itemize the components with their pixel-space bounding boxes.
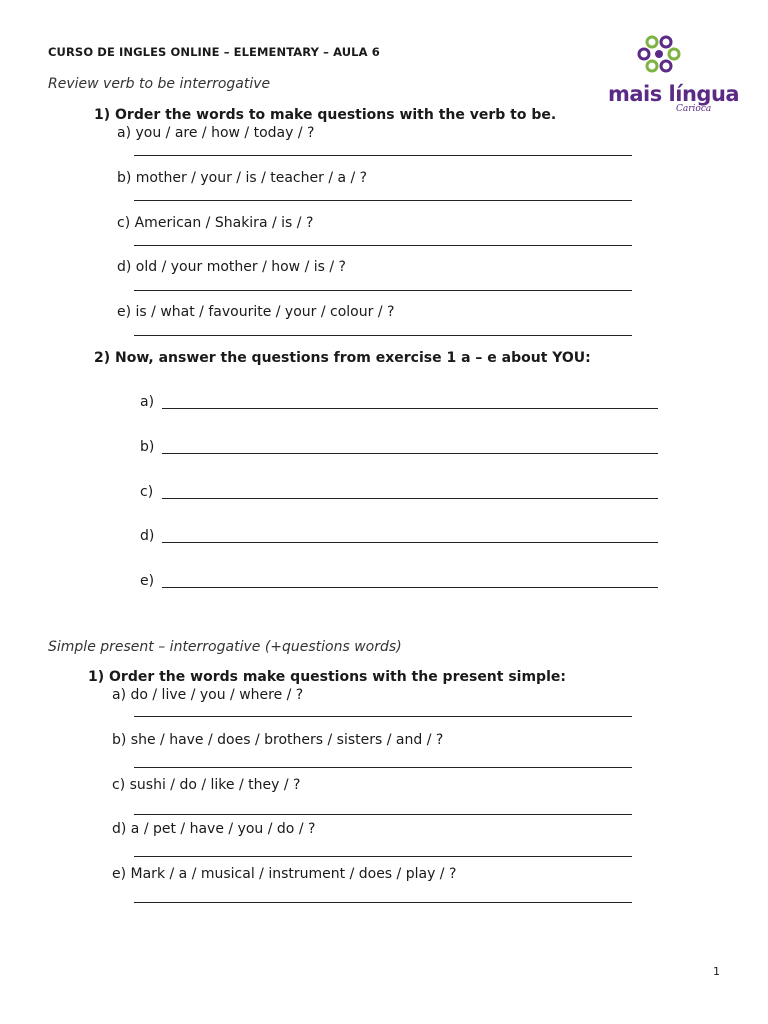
question-item: c) sushi / do / like / they / ? — [112, 777, 301, 793]
answer-line[interactable] — [134, 814, 632, 815]
question-item: c) American / Shakira / is / ? — [117, 215, 314, 231]
logo-tagline: Carioca — [676, 104, 712, 114]
answer-label: b) — [140, 439, 155, 455]
worksheet-header: CURSO DE INGLES ONLINE – ELEMENTARY – AULA 6 — [48, 45, 380, 59]
answer-line[interactable] — [134, 200, 632, 201]
answer-line[interactable] — [134, 290, 632, 291]
answer-label: c) — [140, 484, 154, 500]
exercise-title: 1) Order the words to make questions with the verb to be. — [94, 107, 557, 123]
answer-line[interactable] — [134, 767, 632, 768]
exercise-title: 1) Order the words make questions with the present simple: — [88, 669, 566, 685]
logo-name: mais língua — [608, 82, 740, 106]
answer-line[interactable] — [134, 245, 632, 246]
answer-line[interactable] — [134, 716, 632, 717]
answer-label: e) — [140, 573, 155, 589]
answer-line[interactable] — [134, 902, 632, 903]
answer-label: d) — [140, 528, 155, 544]
question-item: a) do / live / you / where / ? — [112, 687, 304, 703]
question-item: e) is / what / favourite / your / colour / ? — [117, 304, 395, 320]
answer-line[interactable] — [162, 498, 658, 499]
page-number: 1 — [713, 965, 720, 978]
answer-label: a) — [140, 394, 155, 410]
answer-line[interactable] — [162, 587, 658, 588]
question-item: e) Mark / a / musical / instrument / does / play / ? — [112, 866, 457, 882]
answer-line[interactable] — [134, 856, 632, 857]
question-item: d) old / your mother / how / is / ? — [117, 259, 346, 275]
question-item: b) mother / your / is / teacher / a / ? — [117, 170, 368, 186]
answer-line[interactable] — [134, 335, 632, 336]
exercise-title: 2) Now, answer the questions from exercise 1 a – e about YOU: — [94, 350, 591, 366]
answer-line[interactable] — [134, 155, 632, 156]
answer-line[interactable] — [162, 408, 658, 409]
section-title-simple-present: Simple present – interrogative (+questions words) — [48, 639, 402, 655]
answer-line[interactable] — [162, 453, 658, 454]
question-item: d) a / pet / have / you / do / ? — [112, 821, 316, 837]
section-title-verb-to-be: Review verb to be interrogative — [48, 76, 271, 92]
answer-line[interactable] — [162, 542, 658, 543]
question-item: b) she / have / does / brothers / sisters / and / ? — [112, 732, 444, 748]
question-item: a) you / are / how / today / ? — [117, 125, 315, 141]
